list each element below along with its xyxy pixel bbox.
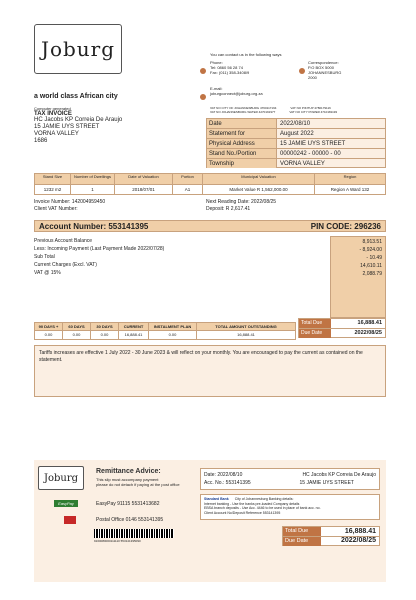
email-block (210, 86, 263, 96)
remit-name: HC Jacobs KP Correia De Araujo (302, 472, 376, 478)
notice-text: Tariffs increases are effective 1 July 2022 - 30 June 2023 & will reflect on your monthly. You are encouraged to pay the current as contained on the statement. (39, 350, 363, 363)
charges-values (330, 236, 386, 318)
bank-line-3: Client Account No/Deposit Reference 553141395 (204, 510, 281, 515)
stand-table-row (35, 185, 385, 194)
tagline: a world class African city (34, 93, 118, 100)
stand-header-cell: Region (343, 174, 357, 179)
joburg-logo (34, 24, 122, 74)
remit-due-value: 2022/08/25 (340, 537, 376, 544)
barcode (94, 529, 174, 538)
phone-block (210, 60, 249, 75)
stand-cell: 1 (71, 185, 115, 194)
remittance-logo (38, 466, 84, 490)
invoice-block (34, 106, 122, 145)
aging-cell: 0.00 (91, 331, 119, 339)
aging-header-cell: 90 DAYS + (35, 323, 63, 330)
vat-right: VAT NO PIKITUP 4780179116 (290, 106, 331, 110)
deposit: Deposit: R 2,617.41 (206, 206, 251, 212)
stand-header-cell: Number of Dwellings (71, 174, 115, 184)
summary-label: Township (207, 159, 277, 168)
remit-due-label: Due Date (283, 537, 321, 546)
aging-cell: 0.00 (35, 331, 63, 339)
aging-header-cell: CURRENT (119, 323, 149, 330)
vat-left-2: VAT NO JOHANNESBURG WATER 4270191977 (210, 110, 276, 114)
aging-cell: 16,888.41 (237, 332, 255, 337)
remittance-totals (282, 526, 380, 546)
mail-icon (299, 61, 305, 79)
remit-due-row (283, 537, 379, 546)
summary-label: Physical Address (207, 139, 277, 148)
charge-value: 14,610.11 (360, 263, 382, 269)
bank-line-1: Internet banking - Use the banks pre-loaded Company details (204, 501, 300, 506)
summary-row (207, 129, 385, 139)
summary-value: 00000242 - 00000 - 00 (280, 151, 341, 157)
email-icon (200, 87, 206, 105)
stand-cell: 1232 m2 (35, 185, 71, 194)
phone-label: Phone: (210, 60, 223, 65)
invoice-title: TAX INVOICE (34, 111, 72, 117)
stand-table-header (35, 174, 385, 185)
summary-box (206, 118, 386, 168)
aging-header-cell: TOTAL AMOUNT OUTSTANDING (215, 324, 277, 329)
summary-value: 15 JAMIE UYS STREET (280, 141, 346, 147)
aging-row (35, 331, 295, 339)
remit-acc-no: Acc. No.: 553141395 (204, 480, 251, 486)
bank-details (200, 494, 380, 520)
computer-generated: Computer generated (34, 106, 71, 111)
summary-value: VORNA VALLEY (280, 161, 325, 167)
next-reading: Next Reading Date: 2022/08/25 (206, 199, 277, 205)
charge-value: - 10.49 (366, 255, 382, 261)
charge-label: Current Charges (Excl. VAT) (34, 262, 97, 268)
stand-cell: Region A Ward 132 (330, 187, 370, 192)
phone-line-1: Tel: 0860 56 28 74 (210, 65, 243, 70)
vat-left: VAT NO CITY OF JOHANNESBURG 4760117194 (210, 106, 277, 110)
remit-total-row (283, 527, 379, 537)
summary-label: Date (207, 119, 277, 128)
stand-cell: 2018/07/01 (115, 185, 173, 194)
stand-cell: A1 (173, 185, 203, 194)
aging-header-cell: INSTALMENT PLAN (149, 323, 197, 330)
summary-row (207, 139, 385, 149)
contact-intro: You can contact us in the following ways (210, 52, 282, 57)
stand-table (34, 173, 386, 195)
vat-numbers (210, 106, 337, 114)
stand-cell: Market Value R 1,562,000.00 (203, 185, 315, 194)
remit-address: 15 JAMIE UYS STREET (299, 480, 354, 486)
postoffice-value: Postal Office 0146 553141395 (96, 517, 164, 523)
correspondence-line-3: 2000 (308, 75, 317, 80)
easypay-icon (54, 500, 78, 507)
invoice-number: Invoice Number: 142004959450 (34, 199, 106, 205)
remittance-subtitle: This slip must accompany payment (96, 477, 159, 482)
summary-label: Statement for (207, 129, 277, 138)
stand-header-cell: Portion (173, 174, 203, 184)
easypay-label: EasyPay (58, 501, 74, 506)
stand-header-cell: Municipal Valuation (203, 174, 315, 184)
totals-box (298, 318, 386, 338)
logo-text: Joburg (40, 37, 116, 61)
email-label: E-mail: (210, 86, 223, 91)
aging-cell: 16,888.41 (119, 331, 149, 339)
phone-line-2: Fax: (011) 358-3408/9 (210, 70, 250, 75)
due-date-value: 2022/08/25 (354, 330, 382, 336)
bank-line-2: EBSA branch deposits - Use Acc. 4446 to be used in place of bank acc. no. (204, 506, 321, 510)
barcode-number: 9160080000111110 553141395090 (94, 539, 141, 543)
summary-row (207, 149, 385, 159)
bank-text: City of Johannesburg Banking details: (234, 497, 294, 501)
due-date-label: Due Date (299, 329, 331, 338)
client-vat: Client VAT Number: (34, 206, 78, 212)
account-bar (34, 220, 386, 232)
summary-value: 2022/08/10 (280, 121, 311, 127)
aging-cell: 0.00 (149, 331, 197, 339)
email-value[interactable]: joburgconnect@joburg.org.za (210, 91, 263, 96)
remit-date: Date: 2022/08/10 (204, 472, 243, 478)
charge-value: 8,913.51 (362, 239, 382, 245)
phone-icon (200, 61, 206, 79)
aging-header-cell: 30 DAYS (91, 323, 119, 330)
total-due-row (299, 319, 385, 329)
charge-value: 2,088.79 (362, 271, 382, 277)
remit-total-value: 16,888.41 (344, 528, 376, 535)
aging-cell: 0.00 (63, 331, 91, 339)
correspondence-label: Correspondence: (308, 60, 339, 65)
address-line-2: 15 JAMIE UYS STREET (34, 124, 100, 130)
remittance-logo-text: Joburg (43, 472, 79, 484)
remittance-section (34, 460, 386, 582)
stand-header-cell: Date of Valuation (115, 174, 173, 184)
aging-table (34, 322, 296, 340)
summary-value: August 2022 (280, 131, 314, 137)
correspondence-block (308, 60, 341, 80)
charge-label: Less: Incoming Payment (Last Payment Made 2022/07/28) (34, 246, 165, 252)
charge-label: VAT @ 15% (34, 270, 61, 276)
remittance-subtitle-2: please do not detach if paying at the post office (96, 482, 180, 487)
summary-row (207, 159, 385, 168)
total-due-label: Total Due (299, 319, 331, 328)
address-line-4: 1686 (34, 138, 48, 144)
postoffice-icon (64, 516, 76, 524)
charge-label: Sub Total (34, 254, 55, 260)
remit-total-label: Total Due (283, 527, 321, 536)
correspondence-line-1: P.O BOX 5000 (308, 65, 334, 70)
vat-right-2: VAT NO CITY POWER 4710181193 (289, 110, 338, 114)
pin-code: PIN CODE: 296236 (310, 221, 381, 231)
summary-row (207, 119, 385, 129)
total-due-value: 16,888.41 (357, 320, 382, 326)
account-number: Account Number: 553141395 (39, 221, 149, 231)
due-date-row (299, 329, 385, 338)
bank-label: Standard Bank (204, 497, 229, 501)
summary-label: Stand No./Portion (207, 149, 277, 158)
aging-header-cell: 60 DAYS (63, 323, 91, 330)
aging-header (35, 323, 295, 331)
remittance-details (200, 468, 380, 490)
notice-box (34, 345, 386, 397)
stand-header-cell: Stand Size (35, 174, 71, 184)
remittance-title: Remittance Advice: (96, 468, 161, 475)
charge-label: Previous Account Balance (34, 238, 93, 244)
address-line-1: HC Jacobs KP Correia De Araujo (34, 117, 123, 123)
correspondence-line-2: JOHANNESBURG (308, 70, 342, 75)
charge-value: - 8,924.00 (359, 247, 382, 253)
easypay-value: EasyPay 91115 5531413682 (96, 501, 160, 507)
address-line-3: VORNA VALLEY (34, 131, 79, 137)
charges-list (34, 238, 324, 278)
